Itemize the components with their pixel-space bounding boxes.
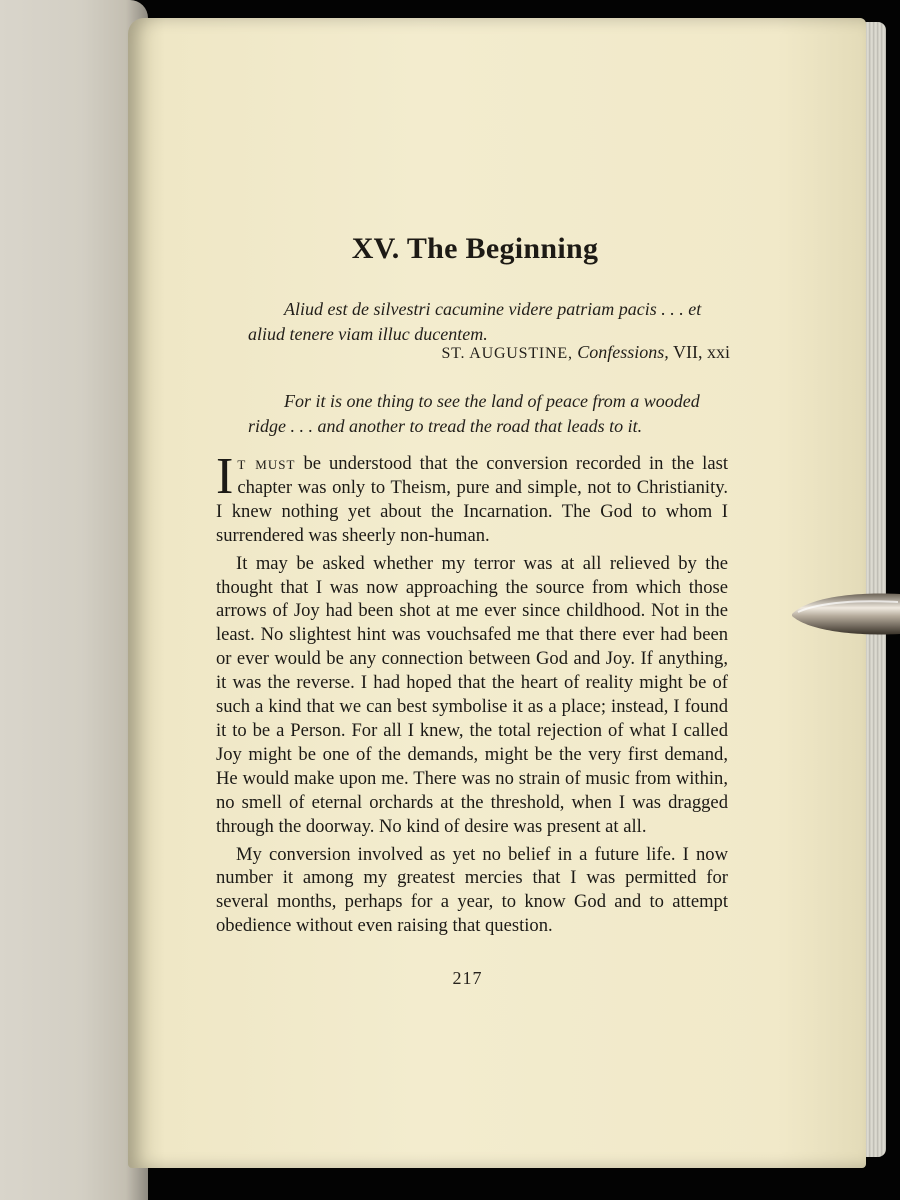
chapter-title: XV. The Beginning xyxy=(351,232,599,265)
paragraph-3: My conversion involved as yet no belief in a future life. I now number it among my greatest mercies that I was permitted for several months, perhaps for a year, to know God and to attempt obedience without even raising that question. xyxy=(216,843,728,937)
opening-small-caps: t must xyxy=(237,453,296,474)
citation-work: Confessions, xyxy=(577,342,669,362)
pen-clip xyxy=(790,588,900,644)
drop-cap: I xyxy=(216,448,234,505)
epigraph-translation: For it is one thing to see the land of peace from a wooded ridge . . . and another to tread the road that leads to it. xyxy=(248,391,700,436)
facing-page xyxy=(0,0,148,1200)
page-number: 217 xyxy=(452,968,483,988)
paragraph-2: It may be asked whether my terror was at all relieved by the thought that I was now approaching the source from which those arrows of Joy had been shot at me ever since childhood. Not in the least. No slightest hint was vouchsafed me that there ever had been or ever would be any connection between God and Joy. If anything, it was the reverse. I had hoped that the heart of reality might be of such a kind that we can best symbolise it as a place; instead, I found it to be a Person. For all I knew, the total rejection of what I called Joy might be one of the demands, might be the very first demand, He would make upon me. There was no strain of music from within, no smell of eternal orchards at the threshold, when I was dragged through the doorway. No kind of desire was present at all. xyxy=(216,552,728,837)
paragraph-1-text: be understood that the conversion recorded in the last chapter was only to Theism, pure and simple, not to Christianity. I knew nothing yet about the Incarnation. The God to whom I surrendered was sheerly non-human. xyxy=(216,453,728,546)
citation-reference: VII, xxi xyxy=(673,342,730,362)
citation-author: ST. AUGUSTINE, xyxy=(441,345,573,362)
epigraph-latin: Aliud est de silvestri cacumine videre patriam pacis . . . et aliud tenere viam illuc ducentem. xyxy=(248,299,702,344)
paragraph-1 xyxy=(216,448,728,548)
body-text xyxy=(216,448,728,938)
epigraph-citation xyxy=(248,342,730,363)
